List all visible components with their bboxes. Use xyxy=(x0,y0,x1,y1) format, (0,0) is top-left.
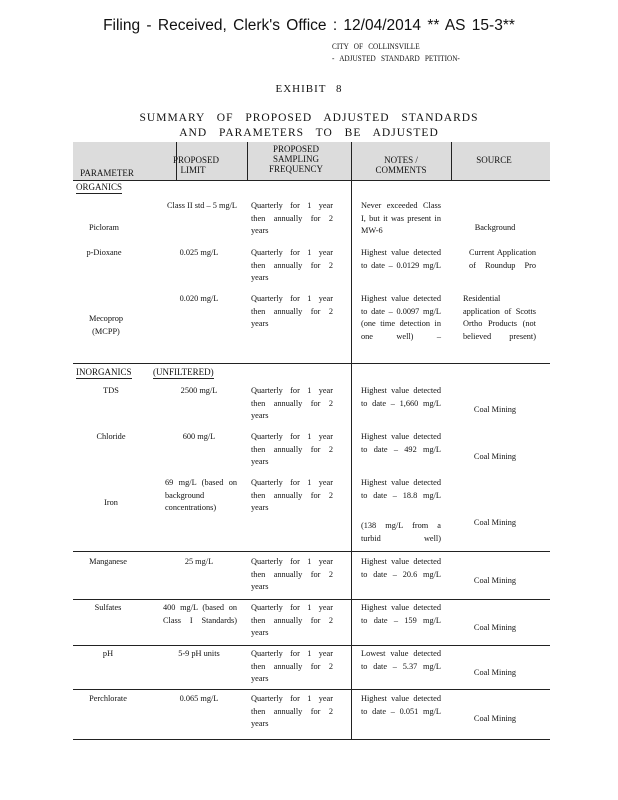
notes-iron: Highest value detected to date – 18.8 mg/L xyxy=(361,478,441,500)
source-ph: Coal Mining xyxy=(473,668,517,677)
col-header-notes: NOTES / COMMENTS xyxy=(375,155,427,175)
param-dioxane: p-Dioxane xyxy=(86,248,122,257)
freq-tds: Quarterly for 1 year then annually for 2 years xyxy=(251,386,333,420)
notes-dioxane: Highest value detected to date – 0.0129 mg/L xyxy=(361,248,441,270)
standards-table xyxy=(73,142,550,740)
freq-sulfates: Quarterly for 1 year then annually for 2 years xyxy=(251,603,333,637)
param-ph: pH xyxy=(102,649,114,658)
limit-dioxane: 0.025 mg/L xyxy=(179,248,219,257)
summary-title-line2: AND PARAMETERS TO BE ADJUSTED xyxy=(179,127,439,139)
source-picloram: Background xyxy=(474,223,516,232)
param-sulfates: Sulfates xyxy=(94,603,122,612)
param-picloram: Picloram xyxy=(89,223,119,232)
exhibit-title: EXHIBIT 8 xyxy=(275,83,343,95)
limit-perchlorate: 0.065 mg/L xyxy=(179,694,219,703)
notes-sulfates: Highest value detected to date – 159 mg/L xyxy=(361,603,441,625)
limit-sulfates: 400 mg/L (based on Class I Standards) xyxy=(163,603,237,625)
row-rule xyxy=(73,599,550,600)
summary-title-line1: SUMMARY OF PROPOSED ADJUSTED STANDARDS xyxy=(139,112,479,124)
freq-perchlorate: Quarterly for 1 year then annually for 2 years xyxy=(251,694,333,728)
notes-mecoprop: Highest value detected to date – 0.0097 mg/L (one time detection in one well) – xyxy=(361,294,441,341)
param-mecoprop: Mecoprop (MCPP) xyxy=(88,314,124,336)
param-chloride: Chloride xyxy=(96,432,126,441)
row-rule xyxy=(73,689,550,690)
param-iron: Iron xyxy=(104,498,118,507)
petition-label: - ADJUSTED STANDARD PETITION- xyxy=(332,53,460,63)
col-header-frequency: PROPOSED SAMPLING FREQUENCY xyxy=(268,144,323,174)
limit-chloride: 600 mg/L xyxy=(182,432,216,441)
city-label: CITY OF COLLINSVILLE xyxy=(332,41,420,51)
row-rule xyxy=(73,645,550,646)
param-perchlorate: Perchlorate xyxy=(89,694,127,703)
source-chloride: Coal Mining xyxy=(473,452,517,461)
limit-iron: 69 mg/L (based on background concentrations) xyxy=(165,478,237,512)
section-organics: ORGANICS xyxy=(76,182,123,192)
col-divider xyxy=(351,142,352,740)
col-divider xyxy=(451,142,452,180)
freq-mecoprop: Quarterly for 1 year then annually for 2 years xyxy=(251,294,333,328)
notes-iron-turbid: (138 mg/L from a turbid well) xyxy=(361,521,441,543)
notes-manganese: Highest value detected to date – 20.6 mg/L xyxy=(361,557,441,579)
freq-dioxane: Quarterly for 1 year then annually for 2 years xyxy=(251,248,333,282)
limit-tds: 2500 mg/L xyxy=(180,386,218,395)
source-iron: Coal Mining xyxy=(473,518,517,527)
source-sulfates: Coal Mining xyxy=(473,623,517,632)
notes-picloram: Never exceeded Class I, but it was present in MW-6 xyxy=(361,201,441,235)
section-unfiltered: (UNFILTERED) xyxy=(153,367,214,377)
source-dioxane: Current Application of Roundup Pro xyxy=(469,248,536,270)
limit-ph: 5-9 pH units xyxy=(178,649,220,658)
notes-ph: Lowest value detected to date – 5.37 mg/L xyxy=(361,649,441,671)
source-perchlorate: Coal Mining xyxy=(473,714,517,723)
param-tds: TDS xyxy=(103,386,119,395)
col-header-parameter: PARAMETER xyxy=(80,168,134,178)
row-rule xyxy=(73,363,550,364)
row-rule xyxy=(73,739,550,740)
freq-iron: Quarterly for 1 year then annually for 2 years xyxy=(251,478,333,512)
col-header-source: SOURCE xyxy=(476,155,512,165)
freq-picloram: Quarterly for 1 year then annually for 2 years xyxy=(251,201,333,235)
freq-ph: Quarterly for 1 year then annually for 2 years xyxy=(251,649,333,683)
row-rule xyxy=(73,551,550,552)
limit-picloram: Class II std – 5 mg/L xyxy=(167,201,237,210)
col-divider xyxy=(247,142,248,180)
freq-manganese: Quarterly for 1 year then annually for 2 years xyxy=(251,557,333,591)
notes-tds: Highest value detected to date – 1,660 mg/L xyxy=(361,386,441,408)
param-manganese: Manganese xyxy=(89,557,127,566)
filing-stamp: Filing - Received, Clerk's Office : 12/04/2014 ** AS 15-3** xyxy=(103,17,515,34)
source-manganese: Coal Mining xyxy=(473,576,517,585)
notes-chloride: Highest value detected to date – 492 mg/L xyxy=(361,432,441,454)
row-rule xyxy=(73,180,550,181)
limit-mecoprop: 0.020 mg/L xyxy=(179,294,219,303)
source-mecoprop: Residential application of Scotts Ortho Products (not believed present) xyxy=(463,294,536,341)
source-tds: Coal Mining xyxy=(473,405,517,414)
col-header-limit: PROPOSED LIMIT xyxy=(173,155,220,175)
freq-chloride: Quarterly for 1 year then annually for 2 years xyxy=(251,432,333,466)
section-inorganics: INORGANICS xyxy=(76,367,132,377)
notes-perchlorate: Highest value detected to date – 0.051 mg/L xyxy=(361,694,441,716)
limit-manganese: 25 mg/L xyxy=(184,557,214,566)
